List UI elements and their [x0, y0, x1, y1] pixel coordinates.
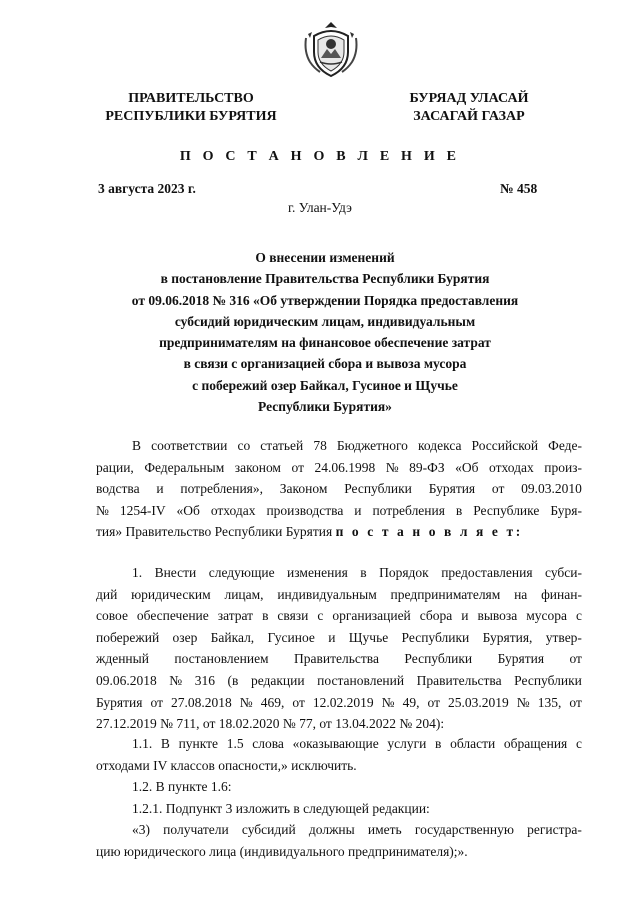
item-1-2: 1.2. В пункте 1.6:	[132, 779, 232, 795]
justified-line: рации, Федеральным законом от 24.06.1998 № 89-ФЗ «Об отходах произ-	[96, 459, 582, 475]
justified-line: побережий озер Байкал, Гусиное и Щучье Республики Бурятия, утвер-	[96, 629, 582, 645]
title-line: Республики Бурятия»	[258, 399, 392, 415]
preamble-paragraph	[96, 435, 582, 543]
document-type: П О С Т А Н О В Л Е Н И Е	[179, 149, 461, 164]
title-line: субсидий юридическим лицам, индивидуальным	[174, 313, 476, 329]
header-left-line-1: ПРАВИТЕЛЬСТВО	[128, 91, 254, 106]
item-1-subitems	[96, 733, 582, 863]
item-1-paragraph	[96, 562, 582, 735]
document-title	[90, 247, 560, 417]
justified-line: «3) получатели субсидий должны иметь государственную регистра-	[132, 822, 582, 838]
document-number: № 458	[500, 181, 538, 196]
header-right-line-2: ЗАСАГАЙ ГАЗАР	[413, 109, 525, 124]
justified-line: № 1254-IV «Об отходах производства и потребления в Республике Буря-	[96, 502, 582, 518]
justified-line: жденный постановлением Правительства Республики Бурятия от	[96, 651, 582, 667]
justified-line: В соответствии со статьей 78 Бюджетного кодекса Российской Феде-	[132, 438, 582, 453]
justified-line: дий юридическим лицам, индивидуальным предпринимателям на финан-	[96, 586, 582, 602]
document-city: г. Улан-Удэ	[288, 200, 352, 215]
justified-line: совое обеспечение затрат в связи с организацией сбора и вывоза мусора с	[96, 608, 582, 624]
justified-line: Бурятия от 27.08.2018 № 469, от 12.02.2019 № 49, от 25.03.2019 № 135, от	[96, 694, 582, 710]
justified-line: 1. Внести следующие изменения в Порядок предоставления субси-	[132, 565, 582, 580]
item-1-1-last-line: отходами IV классов опасности,» исключить.	[96, 757, 357, 773]
resolves-word: п о с т а н о в л я е т:	[335, 524, 523, 540]
title-line: с побережий озер Байкал, Гусиное и Щучье	[192, 377, 458, 393]
title-line: в постановление Правительства Республики Бурятия	[160, 271, 490, 287]
government-name-russian	[96, 90, 286, 126]
item-1-last-line: 27.12.2019 № 711, от 18.02.2020 № 77, от 13.04.2022 № 204):	[96, 716, 445, 732]
title-line: в связи с организацией сбора и вывоза мусора	[183, 356, 467, 372]
title-line: О внесении изменений	[255, 250, 395, 265]
title-line: от 09.06.2018 № 316 «Об утверждении Порядка предоставления	[131, 292, 519, 308]
justified-line: 09.06.2018 № 316 (в редакции постановлений Правительства Республики	[96, 672, 582, 688]
document-date: 3 августа 2023 г.	[98, 181, 196, 196]
coat-of-arms-icon	[300, 18, 362, 80]
header-right-line-1: БУРЯАД УЛАСАЙ	[409, 91, 529, 106]
justified-line: водства и потребления», Законом Республики Бурятия от 09.03.2010	[96, 481, 582, 497]
header-left-line-2: РЕСПУБЛИКИ БУРЯТИЯ	[105, 109, 277, 124]
justified-line: 1.1. В пункте 1.5 слова «оказывающие услуги в области обращения с	[132, 736, 582, 751]
item-1-2-1: 1.2.1. Подпункт 3 изложить в следующей редакции:	[132, 800, 430, 816]
government-name-buryat	[392, 90, 546, 126]
preamble-last-line	[96, 521, 582, 543]
quote-last-line: цию юридического лица (индивидуального предпринимателя);».	[96, 843, 468, 859]
preamble-line-text: тия» Правительство Республики Бурятия	[96, 524, 333, 540]
title-line: предпринимателям на финансовое обеспечение затрат	[159, 335, 491, 351]
